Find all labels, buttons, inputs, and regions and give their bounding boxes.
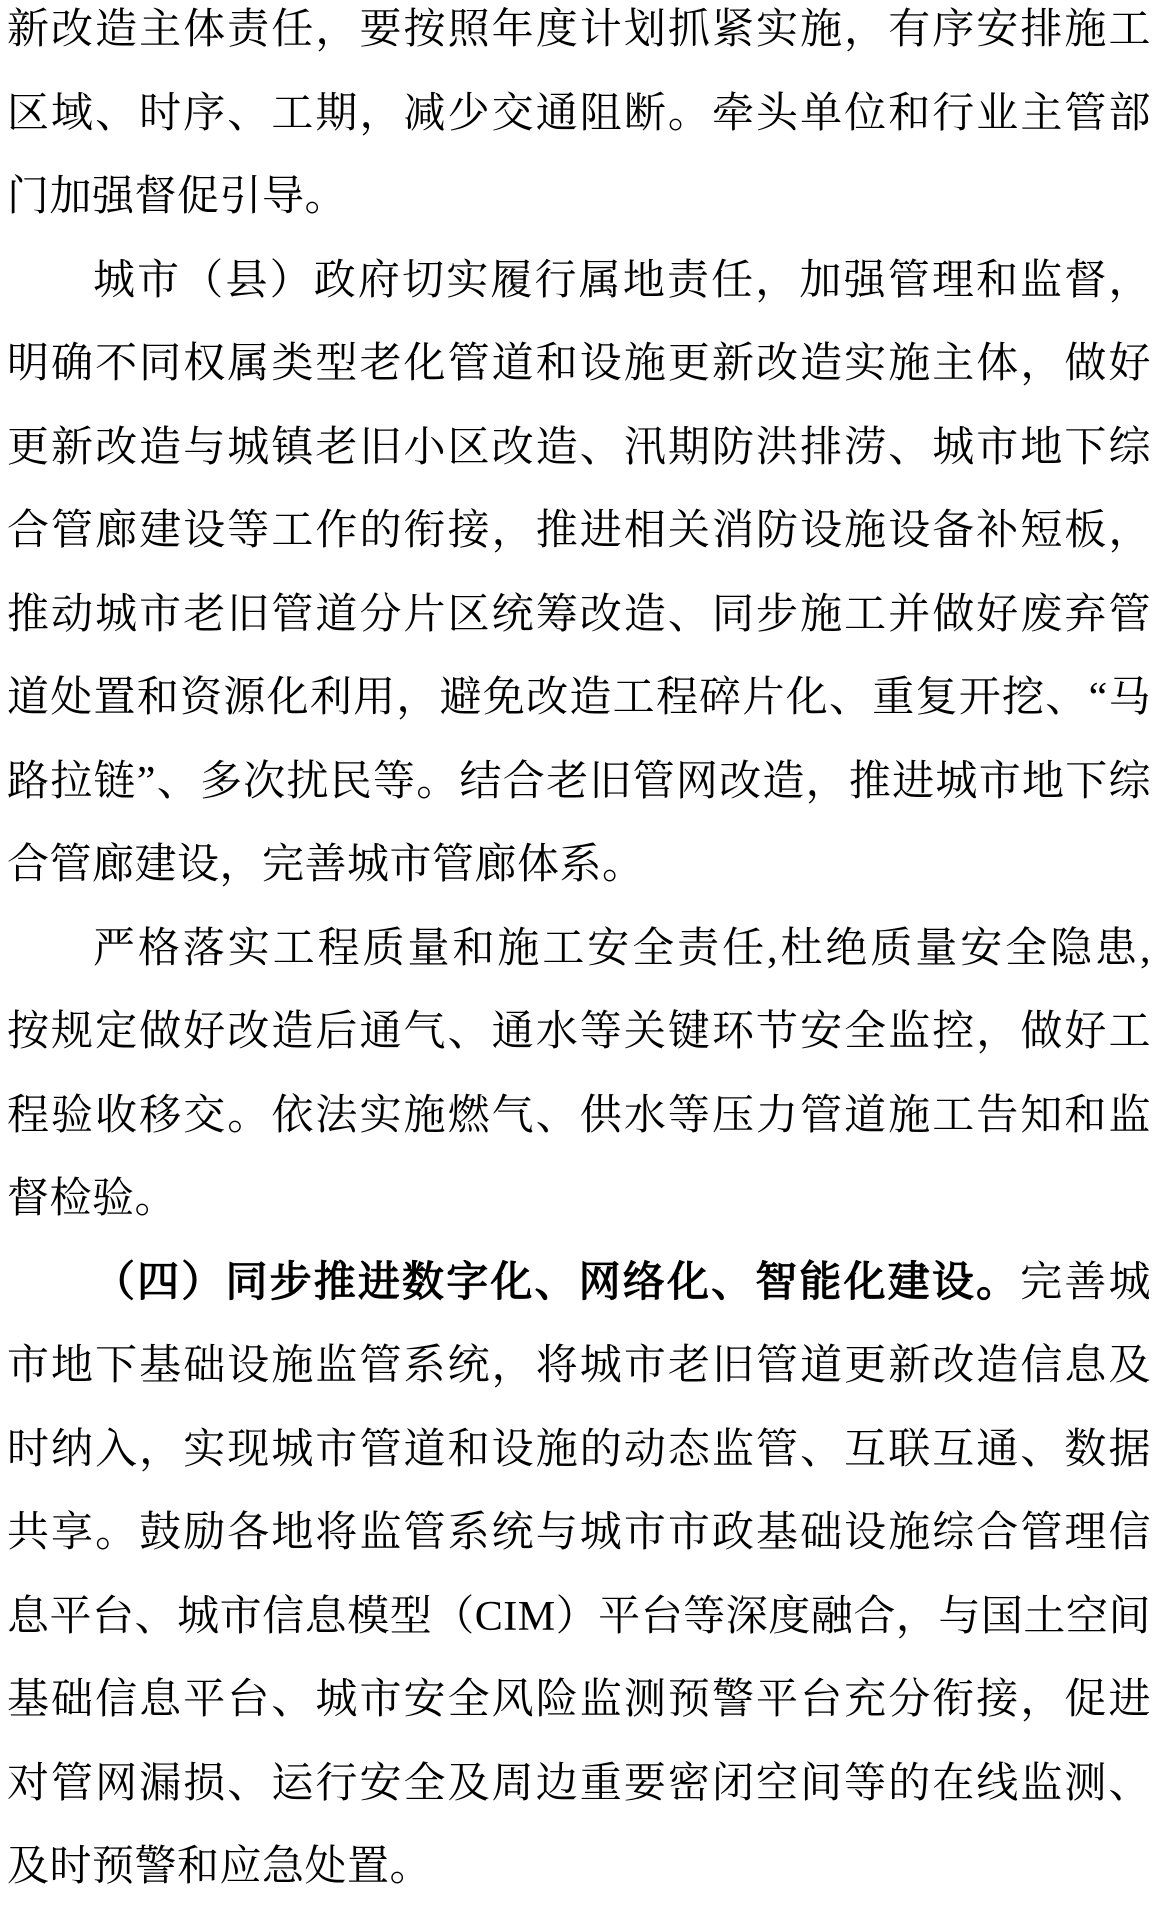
text-line xyxy=(7,991,1151,1075)
text-line xyxy=(7,1826,1151,1910)
text-line xyxy=(7,1492,1151,1576)
body-text: 区域、时序、工期，减少交通阻断。牵头单位和行业主管部 xyxy=(7,90,1151,137)
text-line xyxy=(7,1409,1151,1493)
text-line xyxy=(7,407,1151,491)
body-text: 更新改造与城镇老旧小区改造、汛期防洪排涝、城市地下综 xyxy=(7,424,1151,471)
body-text: 推动城市老旧管道分片区统筹改造、同步施工并做好废弃管 xyxy=(7,591,1151,638)
text-line xyxy=(7,574,1151,658)
text-line xyxy=(7,1576,1151,1660)
body-text: 完善城 xyxy=(1020,1259,1151,1306)
body-text: 新改造主体责任，要按照年度计划抓紧实施，有序安排施工 xyxy=(7,7,1151,53)
text-line xyxy=(7,323,1151,407)
text-line xyxy=(7,657,1151,741)
body-text: 路拉链”、多次扰民等。结合老旧管网改造，推进城市地下综 xyxy=(7,758,1151,805)
text-line xyxy=(7,156,1151,240)
body-text: 及时预警和应急处置。 xyxy=(7,1844,433,1890)
body-text: 共享。鼓励各地将监管系统与城市市政基础设施综合管理信 xyxy=(7,1510,1151,1556)
text-line xyxy=(7,240,1151,324)
body-text: 合管廊建设，完善城市管廊体系。 xyxy=(7,842,645,888)
text-line xyxy=(7,73,1151,157)
body-text: 时纳入，实现城市管道和设施的动态监管、互联互通、数据 xyxy=(7,1426,1151,1473)
text-line xyxy=(7,1075,1151,1159)
text-line xyxy=(7,1242,1151,1326)
body-text: 城市（县）政府切实履行属地责任，加强管理和监督， xyxy=(93,257,1151,304)
text-line xyxy=(7,1325,1151,1409)
body-text: 严格落实工程质量和施工安全责任,杜绝质量安全隐患, xyxy=(93,925,1151,972)
body-text: 对管网漏损、运行安全及周边重要密闭空间等的在线监测、 xyxy=(7,1760,1151,1807)
body-text: 门加强督促引导。 xyxy=(7,174,348,220)
text-line xyxy=(7,908,1151,992)
body-text: 市地下基础设施监管系统，将城市老旧管道更新改造信息及 xyxy=(7,1343,1151,1389)
text-line xyxy=(7,824,1151,908)
text-line xyxy=(7,490,1151,574)
text-line xyxy=(7,1158,1151,1242)
body-text: 道处置和资源化利用，避免改造工程碎片化、重复开挖、“马 xyxy=(7,675,1151,721)
body-text: 基础信息平台、城市安全风险监测预警平台充分衔接，促进 xyxy=(7,1677,1151,1723)
body-text: 程验收移交。依法实施燃气、供水等压力管道施工告知和监 xyxy=(7,1092,1151,1139)
section-heading-text: （四）同步推进数字化、网络化、智能化建设。 xyxy=(93,1259,1021,1306)
body-text: 明确不同权属类型老化管道和设施更新改造实施主体，做好 xyxy=(7,341,1151,387)
body-text: 息平台、城市信息模型（CIM）平台等深度融合，与国土空间 xyxy=(7,1593,1151,1640)
text-line xyxy=(7,1743,1151,1827)
body-text: 按规定做好改造后通气、通水等关键环节安全监控，做好工 xyxy=(7,1009,1151,1055)
text-line xyxy=(7,1659,1151,1743)
body-text: 督检验。 xyxy=(7,1176,178,1222)
text-line xyxy=(7,741,1151,825)
text-line xyxy=(7,0,1151,73)
body-text: 合管廊建设等工作的衔接，推进相关消防设施设备补短板， xyxy=(7,508,1151,554)
